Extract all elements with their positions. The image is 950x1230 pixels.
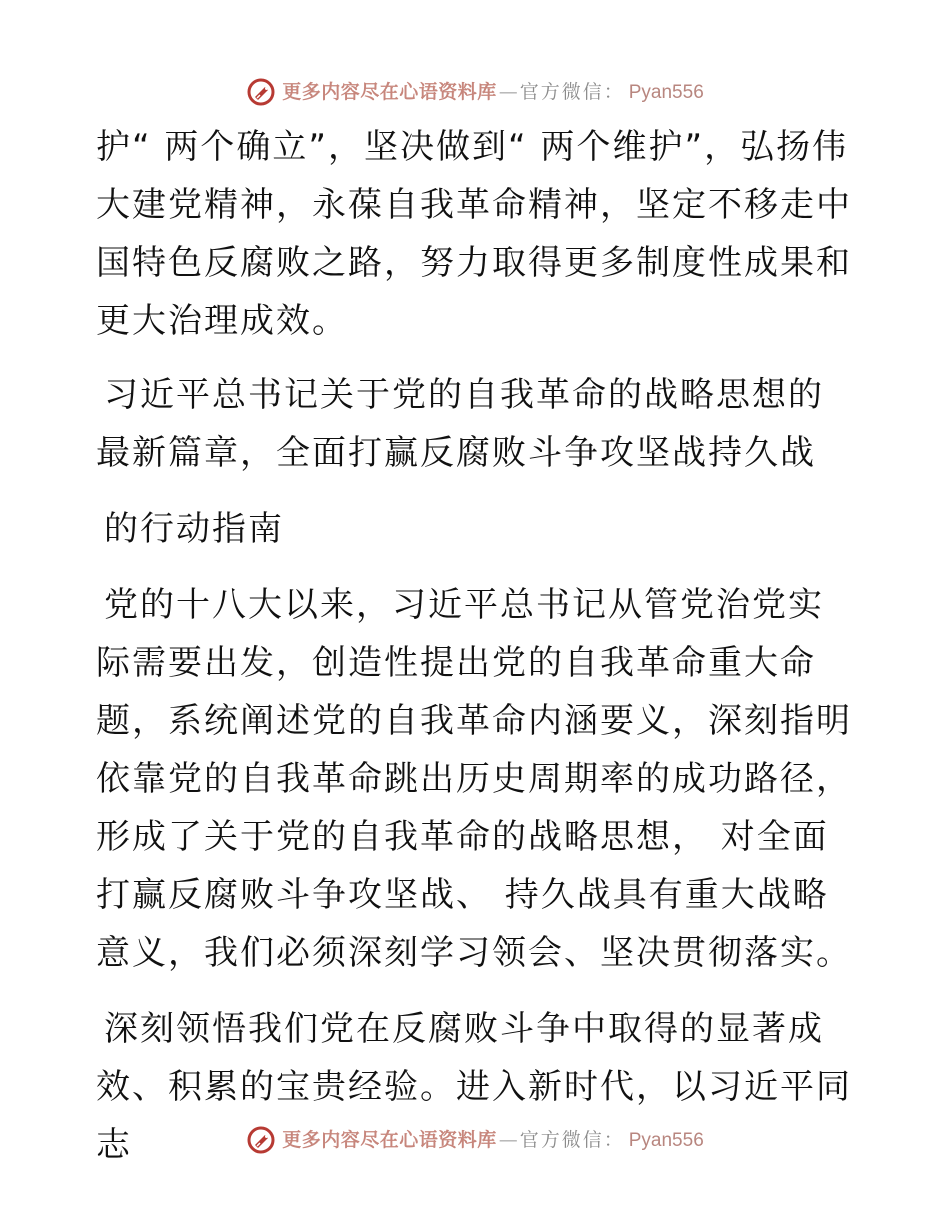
- paragraph-3: 的行动指南: [104, 509, 284, 549]
- paragraph-1: 护“ 两个确立”，坚决做到“ 两个维护”，弘扬伟大建党精神，永葆自我革命精神，坚定不移走中国特色反腐败之路，努力取得更多制度性成果和更大治理成效。: [96, 127, 852, 341]
- header-separator: —: [498, 80, 518, 103]
- paragraph-2: 习近平总书记关于党的自我革命的战略思想的最新篇章，全面打赢反腐败斗争攻坚战持久战: [96, 375, 824, 473]
- footer-banner: [0, 1120, 950, 1160]
- header-wechat-label: 官方微信：: [519, 80, 625, 103]
- footer-wechat-id: Pyan556: [628, 1129, 704, 1151]
- header-banner-text: [282, 80, 704, 103]
- paragraph-5: 深刻领悟我们党在反腐败斗争中取得的显著成效、积累的宝贵经验。进入新时代，以习近平同志: [96, 1009, 852, 1165]
- header-main-text: 更多内容尽在心语资料库: [282, 80, 497, 103]
- footer-main-text: 更多内容尽在心语资料库: [282, 1128, 497, 1151]
- footer-banner-text: [282, 1128, 704, 1151]
- footer-separator: —: [498, 1128, 518, 1151]
- document-body: [96, 118, 856, 1174]
- header-banner: [0, 72, 950, 112]
- footer-wechat-label: 官方微信：: [519, 1128, 625, 1151]
- pen-nib-logo-icon: [246, 77, 276, 107]
- pen-nib-logo-icon: [246, 1125, 276, 1155]
- header-wechat-id: Pyan556: [628, 81, 704, 103]
- paragraph-4: 党的十八大以来，习近平总书记从管党治党实际需要出发，创造性提出党的自我革命重大命题，系统阐述党的自我革命内涵要义，深刻指明依靠党的自我革命跳出历史周期率的成功路径，形成了关于党的自我革命的战略思想， 对全面打赢反腐败斗争攻坚战、 持久战具有重大战略意义，我们必须深刻学习领会、坚决贯彻落实。: [96, 585, 852, 973]
